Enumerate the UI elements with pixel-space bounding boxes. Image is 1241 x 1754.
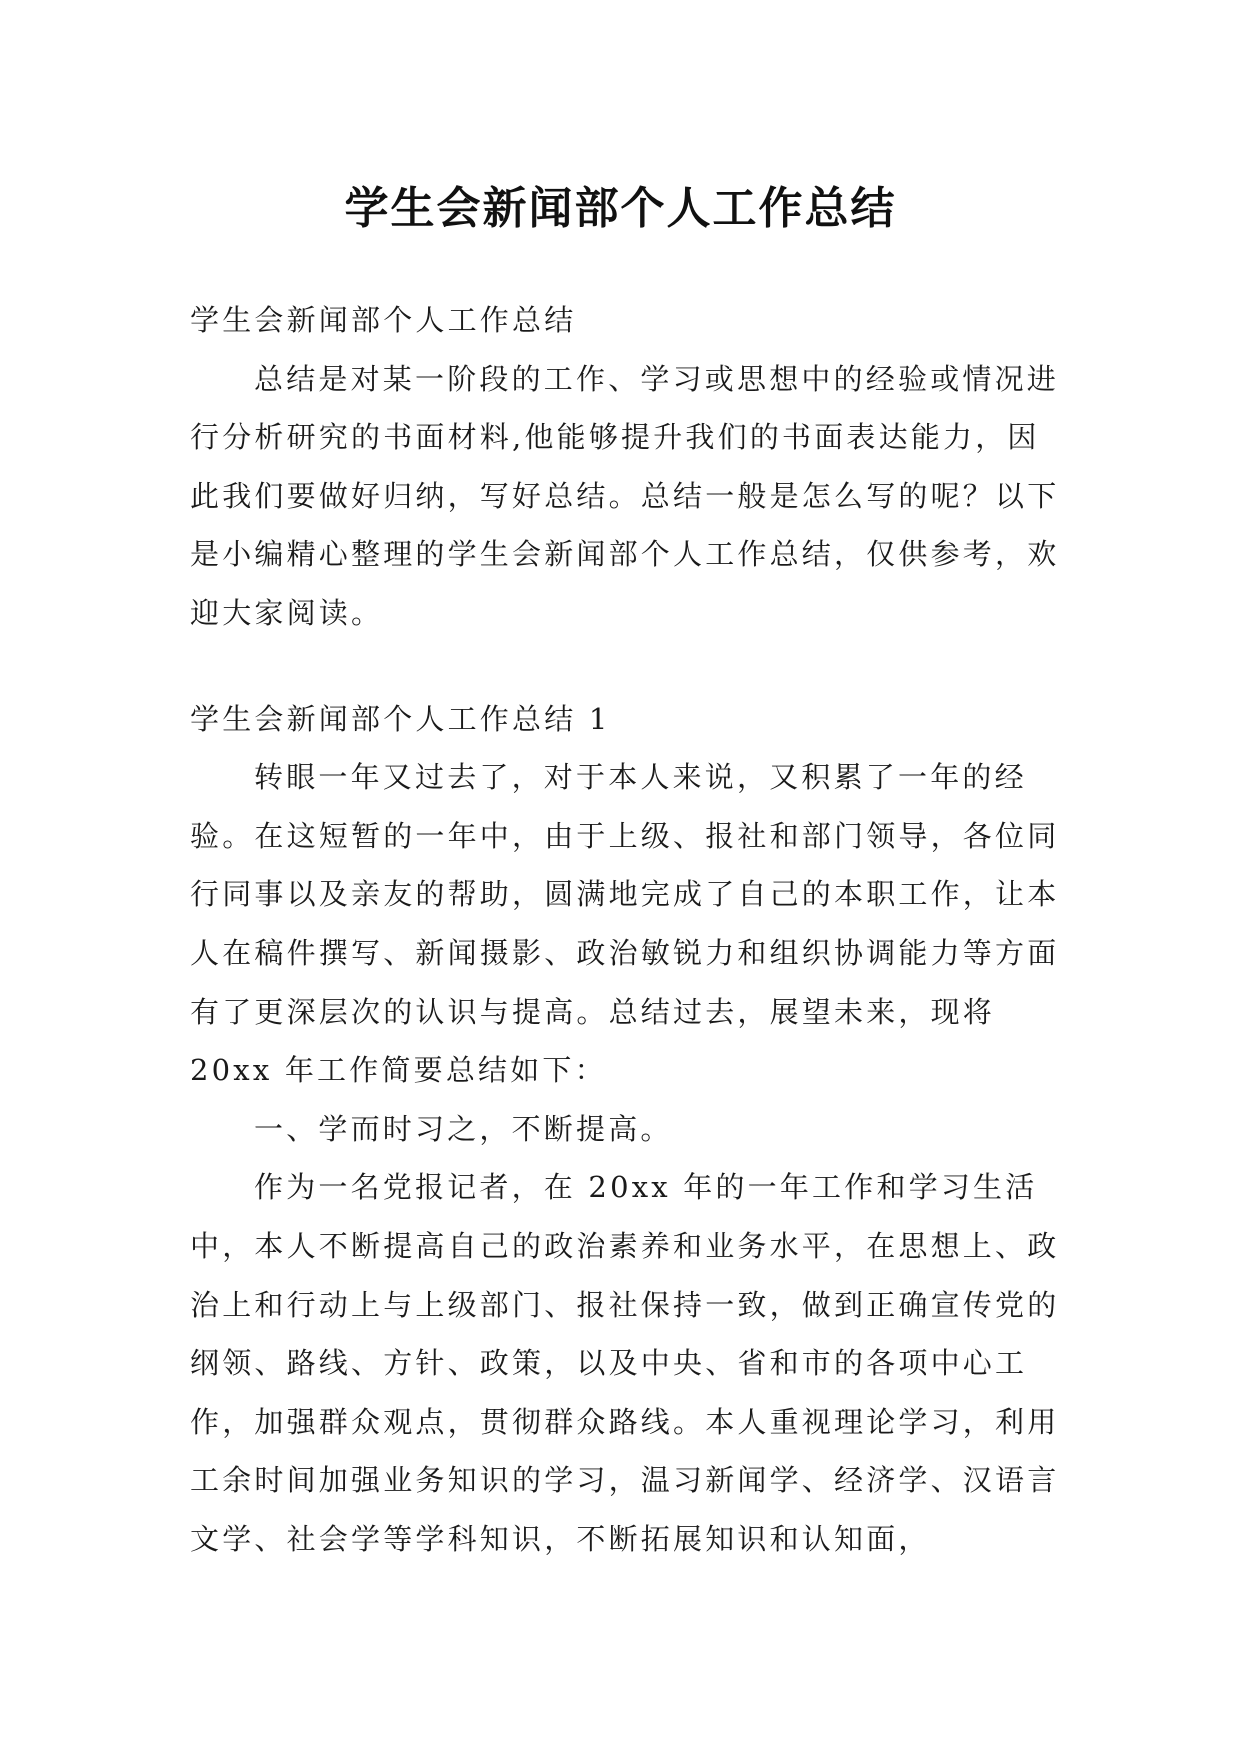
section-heading: 一、学而时习之，不断提高。 xyxy=(254,1111,673,1146)
intro-paragraph: 总结是对某一阶段的工作、学习或思想中的经验或情况进行分析研究的书面材料,他能够提升我们的书面表达能力，因此我们要做好归纳，写好总结。总结一般是怎么写的呢？以下是小编精心整理的学生会新闻部个人工作总结，仅供参考，欢迎大家阅读。 xyxy=(190,361,1060,630)
document-body xyxy=(190,291,1062,1568)
body-paragraph: 作为一名党报记者，在 20xx 年的一年工作和学习生活中，本人不断提高自己的政治素养和业务水平，在思想上、政治上和行动上与上级部门、报社保持一致，做到正确宣传党的纲领、路线、方针、政策，以及中央、省和市的各项中心工作，加强群众观点，贯彻群众路线。本人重视理论学习，利用工余时间加强业务知识的学习，温习新闻学、经济学、汉语言文学、社会学等学科知识，不断拓展知识和认知面， xyxy=(190,1170,1060,1556)
section-subtitle: 学生会新闻部个人工作总结 xyxy=(190,303,577,337)
document-title: 学生会新闻部个人工作总结 xyxy=(344,183,897,235)
section-subtitle: 学生会新闻部个人工作总结 1 xyxy=(190,701,611,736)
paragraph-gap xyxy=(190,643,1062,690)
body-paragraph: 转眼一年又过去了，对于本人来说，又积累了一年的经验。在这短暂的一年中，由于上级、报社和部门领导，各位同行同事以及亲友的帮助，圆满地完成了自己的本职工作，让本人在稿件撰写、新闻摄影、政治敏锐力和组织协调能力等方面有了更深层次的认识与提高。总结过去，展望未来，现将 20xx 年工作简要总结如下： xyxy=(190,760,1060,1088)
